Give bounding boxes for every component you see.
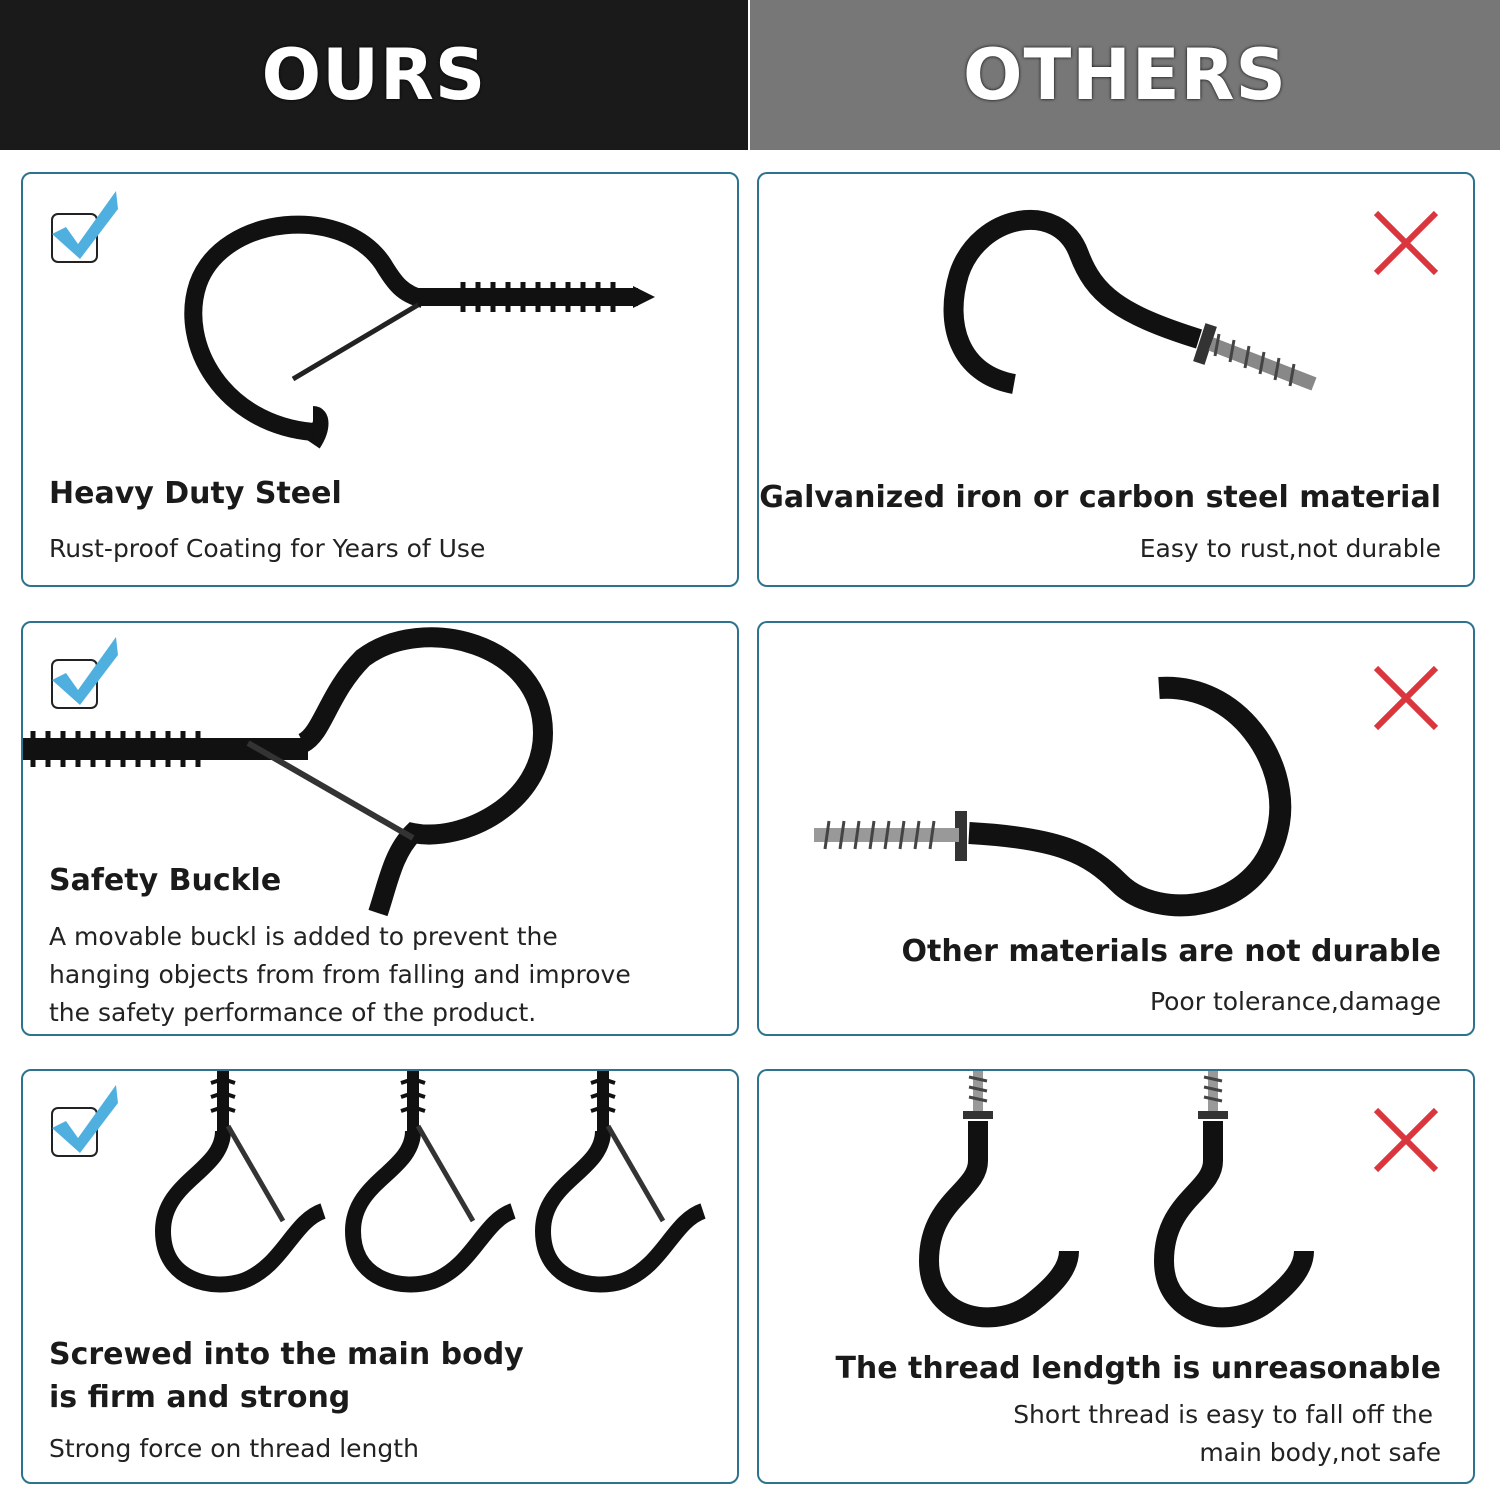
feature-title: Other materials are not durable (901, 934, 1441, 969)
feature-desc: Rust-proof Coating for Years of Use (49, 534, 486, 563)
eye-hooks-image (23, 1071, 739, 1484)
feature-title-line: is firm and strong (49, 1380, 351, 1415)
others-header: OTHERS (750, 0, 1500, 150)
feature-desc-line: Short thread is easy to fall off the (1013, 1400, 1433, 1429)
feature-desc-line: main body,not safe (1199, 1438, 1441, 1467)
cup-hook-image (759, 174, 1475, 587)
feature-title: The thread lendgth is unreasonable (835, 1351, 1441, 1386)
ours-header: OURS (0, 0, 748, 150)
others-panel-durability (757, 621, 1475, 1036)
feature-title: Heavy Duty Steel (49, 476, 342, 511)
cup-hook-image (759, 623, 1475, 1036)
feature-title-line: Screwed into the main body (49, 1337, 524, 1372)
eye-hook-image (23, 174, 739, 587)
others-panel-thread (757, 1069, 1475, 1484)
feature-desc: Easy to rust,not durable (1139, 534, 1441, 563)
feature-desc-line: A movable buckl is added to prevent the (49, 922, 558, 951)
feature-desc: Strong force on thread length (49, 1434, 419, 1463)
ours-panel-thread (21, 1069, 739, 1484)
feature-desc-line: the safety performance of the product. (49, 998, 537, 1027)
others-panel-material (757, 172, 1475, 587)
feature-desc: Poor tolerance,damage (1149, 987, 1441, 1016)
feature-title: Galvanized iron or carbon steel material (759, 480, 1441, 515)
ours-panel-safety-buckle (21, 621, 739, 1036)
feature-desc-line: hanging objects from from falling and improve (49, 960, 631, 989)
ours-panel-heavy-duty (21, 172, 739, 587)
feature-title: Safety Buckle (49, 863, 282, 898)
